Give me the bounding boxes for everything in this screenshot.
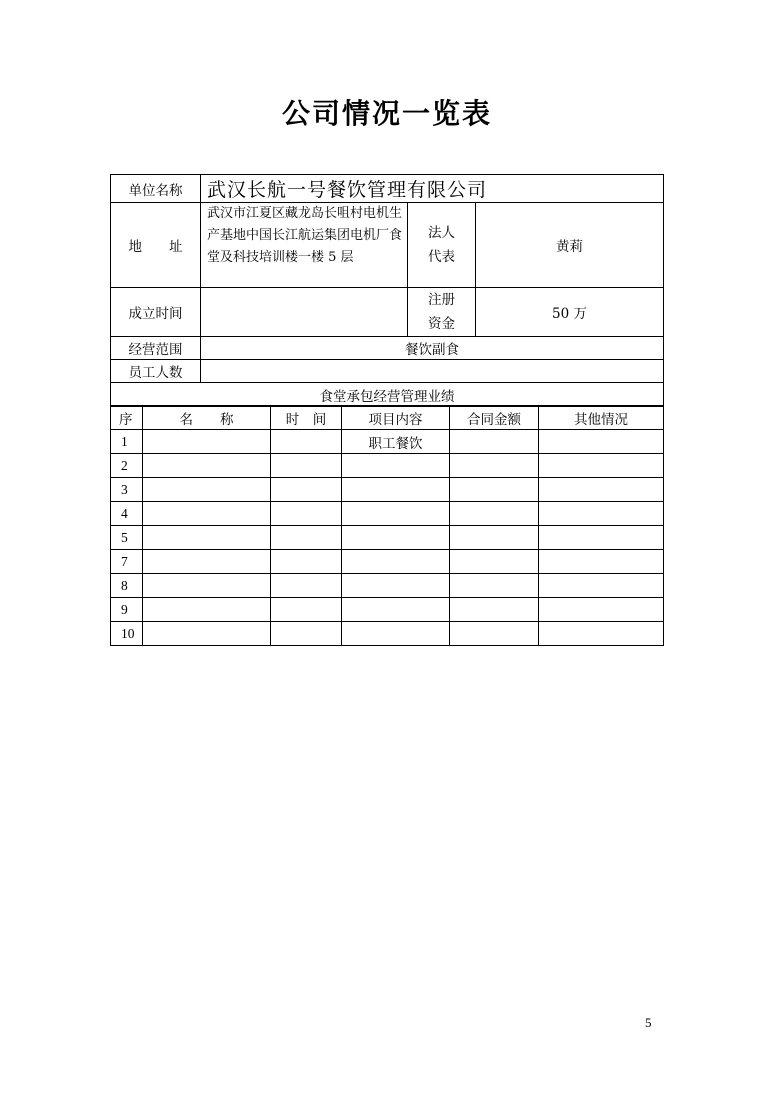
row-name <box>143 622 271 646</box>
row-project <box>342 478 450 502</box>
row-time <box>271 526 342 550</box>
row-project <box>342 622 450 646</box>
row-amount <box>450 574 539 598</box>
records-header-row <box>111 406 664 430</box>
table-row <box>111 454 664 478</box>
row-other <box>539 622 664 646</box>
table-row <box>111 550 664 574</box>
table-row <box>111 622 664 646</box>
founded-value <box>201 288 408 337</box>
staff-row <box>111 360 664 383</box>
row-seq: 1 <box>111 430 143 454</box>
header-project: 项目内容 <box>342 406 450 430</box>
table-row <box>111 478 664 502</box>
row-name <box>143 454 271 478</box>
row-other <box>539 478 664 502</box>
capital-label <box>408 288 476 337</box>
address-label: 地 址 <box>111 203 201 288</box>
scope-value: 餐饮副食 <box>201 337 664 360</box>
row-other <box>539 550 664 574</box>
capital-label-line2: 资金 <box>428 316 455 332</box>
row-amount <box>450 550 539 574</box>
company-name-value: 武汉长航一号餐饮管理有限公司 <box>201 175 664 203</box>
row-time <box>271 598 342 622</box>
row-seq: 7 <box>111 550 143 574</box>
row-time <box>271 502 342 526</box>
row-other <box>539 454 664 478</box>
staff-label: 员工人数 <box>111 360 201 383</box>
table-row <box>111 526 664 550</box>
founded-row <box>111 288 664 337</box>
table-row <box>111 574 664 598</box>
row-name <box>143 478 271 502</box>
capital-value: 50 万 <box>476 288 664 337</box>
records-table <box>110 405 664 646</box>
row-seq: 4 <box>111 502 143 526</box>
row-seq: 9 <box>111 598 143 622</box>
row-time <box>271 622 342 646</box>
row-project <box>342 454 450 478</box>
scope-label: 经营范围 <box>111 337 201 360</box>
row-project <box>342 598 450 622</box>
company-name-label: 单位名称 <box>111 175 201 203</box>
row-time <box>271 430 342 454</box>
row-time <box>271 550 342 574</box>
row-time <box>271 574 342 598</box>
row-amount <box>450 622 539 646</box>
row-time <box>271 454 342 478</box>
row-project: 职工餐饮 <box>342 430 450 454</box>
founded-label: 成立时间 <box>111 288 201 337</box>
row-project <box>342 550 450 574</box>
header-other: 其他情况 <box>539 406 664 430</box>
row-other <box>539 502 664 526</box>
legal-rep-label-line2: 代表 <box>428 249 455 265</box>
page-number: 5 <box>645 1015 652 1030</box>
scope-row <box>111 337 664 360</box>
row-name <box>143 598 271 622</box>
row-amount <box>450 478 539 502</box>
row-seq: 5 <box>111 526 143 550</box>
row-other <box>539 598 664 622</box>
row-amount <box>450 502 539 526</box>
row-seq: 3 <box>111 478 143 502</box>
table-row <box>111 598 664 622</box>
header-name: 名 称 <box>143 406 271 430</box>
row-name <box>143 502 271 526</box>
row-other <box>539 430 664 454</box>
row-project <box>342 526 450 550</box>
row-other <box>539 574 664 598</box>
row-name <box>143 430 271 454</box>
row-seq: 8 <box>111 574 143 598</box>
row-name <box>143 574 271 598</box>
page-title: 公司情况一览表 <box>281 97 492 130</box>
table-row <box>111 430 664 454</box>
row-seq: 10 <box>111 622 143 646</box>
company-name-row <box>111 175 664 203</box>
legal-rep-value: 黄莉 <box>476 203 664 288</box>
row-amount <box>450 526 539 550</box>
row-amount <box>450 430 539 454</box>
staff-value <box>201 360 664 383</box>
row-time <box>271 478 342 502</box>
row-amount <box>450 454 539 478</box>
row-other <box>539 526 664 550</box>
header-time: 时 间 <box>271 406 342 430</box>
company-info-table <box>110 174 664 407</box>
capital-label-line1: 注册 <box>428 292 455 308</box>
table-row <box>111 502 664 526</box>
row-project <box>342 574 450 598</box>
records-section-title: 食堂承包经营管理业绩 <box>111 383 664 407</box>
row-name <box>143 526 271 550</box>
address-row <box>111 203 664 288</box>
row-name <box>143 550 271 574</box>
records-section-row <box>111 383 664 407</box>
row-amount <box>450 598 539 622</box>
header-amount: 合同金额 <box>450 406 539 430</box>
legal-rep-label-line1: 法人 <box>428 225 455 241</box>
header-seq: 序 <box>111 406 143 430</box>
address-value: 武汉市江夏区藏龙岛长咀村电机生产基地中国长江航运集团电机厂食堂及科技培训楼一楼 5 层 <box>201 203 408 288</box>
legal-rep-label <box>408 203 476 288</box>
row-project <box>342 502 450 526</box>
row-seq: 2 <box>111 454 143 478</box>
